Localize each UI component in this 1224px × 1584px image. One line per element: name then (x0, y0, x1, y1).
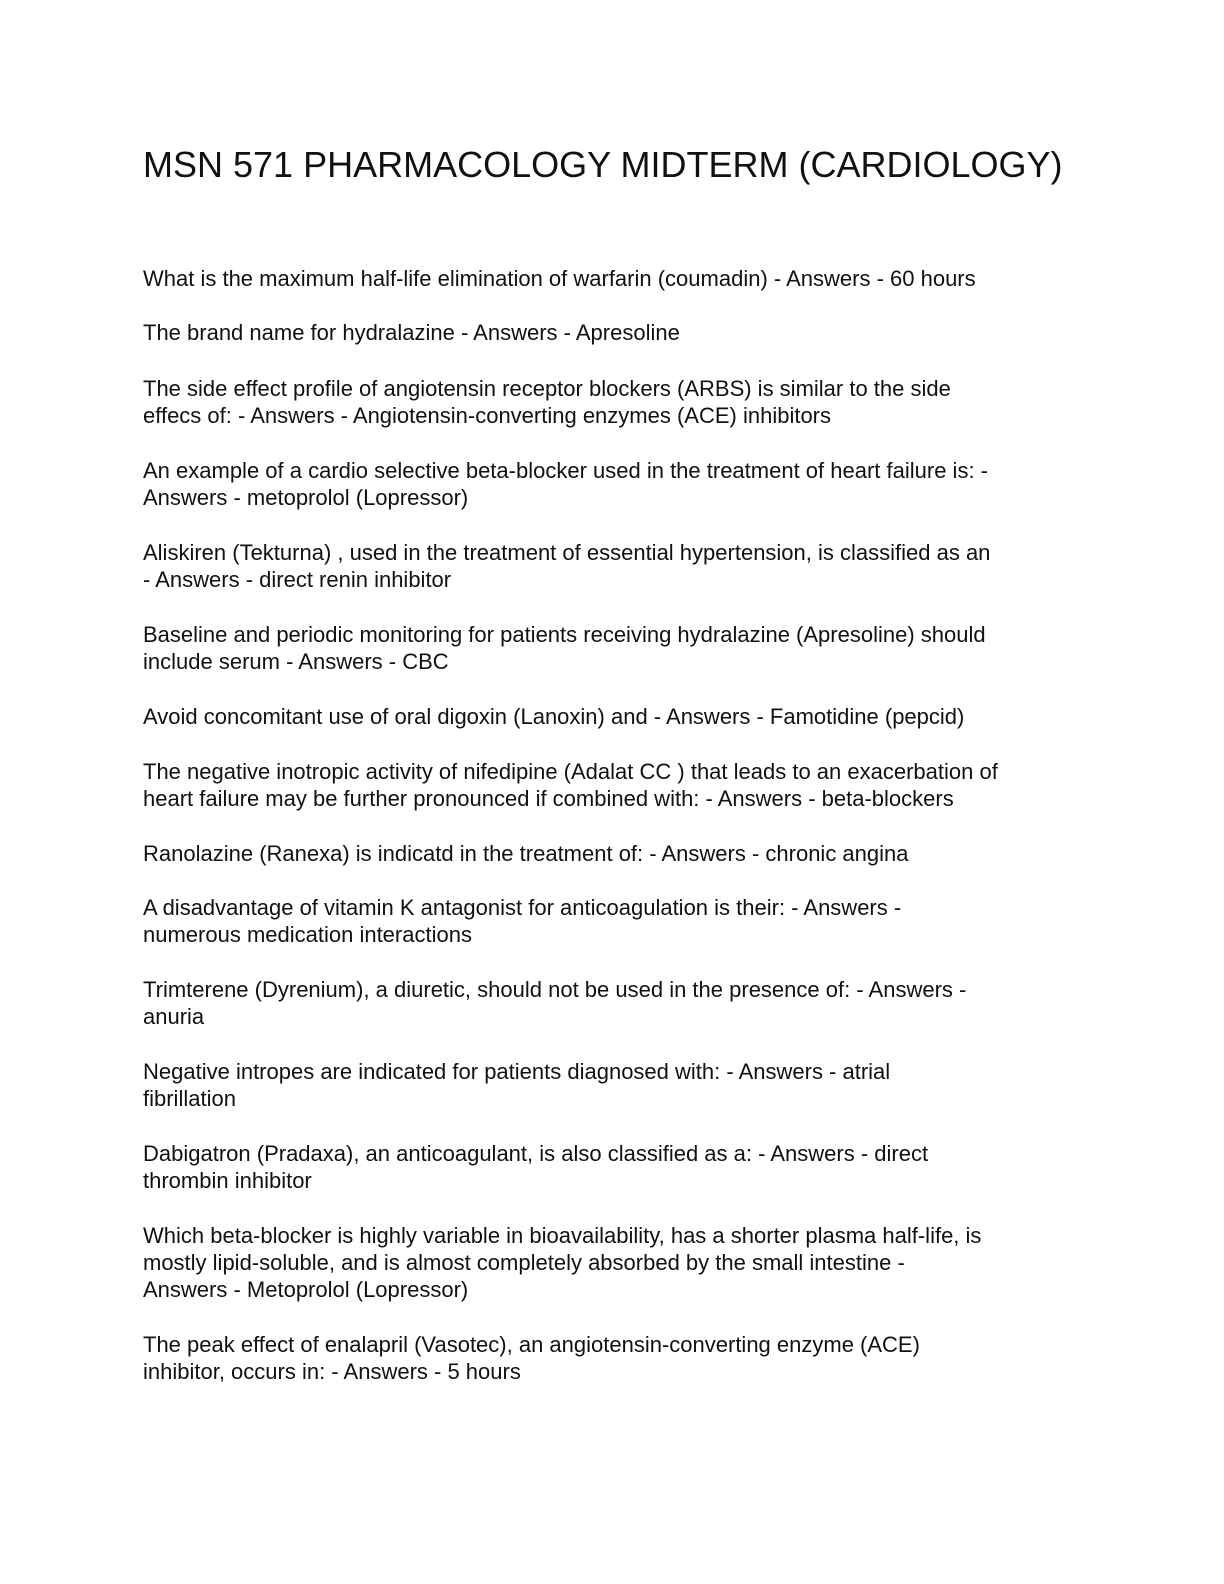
qa-line: An example of a cardio selective beta-blocker used in the treatment of heart failure is: - (143, 458, 988, 483)
qa-line: Dabigatron (Pradaxa), an anticoagulant, is also classified as a: - Answers - direct (143, 1141, 929, 1166)
qa-item (143, 1140, 1083, 1194)
qa-line: Answers - metoprolol (Lopressor) (143, 485, 469, 510)
qa-item (143, 539, 1083, 593)
qa-line: The side effect profile of angiotensin receptor blockers (ARBS) is similar to the side (143, 376, 951, 401)
qa-line: Aliskiren (Tekturna) , used in the treatment of essential hypertension, is classified as an (143, 540, 991, 565)
qa-line: The peak effect of enalapril (Vasotec), an angiotensin-converting enzyme (ACE) (143, 1332, 920, 1357)
qa-line: fibrillation (143, 1086, 236, 1111)
qa-line: heart failure may be further pronounced if combined with: - Answers - beta-blockers (143, 786, 954, 811)
qa-line: Answers - Metoprolol (Lopressor) (143, 1277, 469, 1302)
qa-line: Baseline and periodic monitoring for patients receiving hydralazine (Apresoline) should (143, 622, 986, 647)
qa-item (143, 1331, 1083, 1385)
qa-item (143, 265, 1083, 292)
qa-item (143, 1058, 1083, 1112)
qa-line: anuria (143, 1004, 205, 1029)
qa-line: numerous medication interactions (143, 922, 472, 947)
qa-item (143, 703, 1083, 730)
qa-item (143, 840, 1083, 867)
qa-line: thrombin inhibitor (143, 1168, 312, 1193)
qa-item (143, 457, 1083, 511)
qa-line: - Answers - direct renin inhibitor (143, 567, 452, 592)
qa-line: Avoid concomitant use of oral digoxin (Lanoxin) and - Answers - Famotidine (pepcid) (143, 704, 965, 729)
qa-line: Negative intropes are indicated for patients diagnosed with: - Answers - atrial (143, 1059, 891, 1084)
qa-item (143, 1222, 1083, 1303)
qa-item (143, 319, 1083, 346)
qa-line: inhibitor, occurs in: - Answers - 5 hours (143, 1359, 521, 1384)
qa-line: The negative inotropic activity of nifedipine (Adalat CC ) that leads to an exacerbation of (143, 759, 998, 784)
qa-line: What is the maximum half-life elimination of warfarin (coumadin) - Answers - 60 hours (143, 266, 976, 291)
qa-line: mostly lipid-soluble, and is almost completely absorbed by the small intestine - (143, 1250, 905, 1275)
qa-line: Trimterene (Dyrenium), a diuretic, should not be used in the presence of: - Answers - (143, 977, 967, 1002)
page-title: MSN 571 PHARMACOLOGY MIDTERM (CARDIOLOGY) (143, 144, 1063, 185)
qa-item (143, 758, 1083, 812)
qa-line: The brand name for hydralazine - Answers - Apresoline (143, 320, 680, 345)
qa-line: include serum - Answers - CBC (143, 649, 449, 674)
qa-line: effecs of: - Answers - Angiotensin-converting enzymes (ACE) inhibitors (143, 403, 832, 428)
qa-item (143, 621, 1083, 675)
qa-item (143, 894, 1083, 948)
qa-item (143, 976, 1083, 1030)
qa-line: A disadvantage of vitamin K antagonist for anticoagulation is their: - Answers - (143, 895, 902, 920)
qa-item (143, 375, 1083, 429)
qa-line: Which beta-blocker is highly variable in bioavailability, has a shorter plasma half-life, is (143, 1223, 982, 1248)
qa-line: Ranolazine (Ranexa) is indicatd in the treatment of: - Answers - chronic angina (143, 841, 909, 866)
